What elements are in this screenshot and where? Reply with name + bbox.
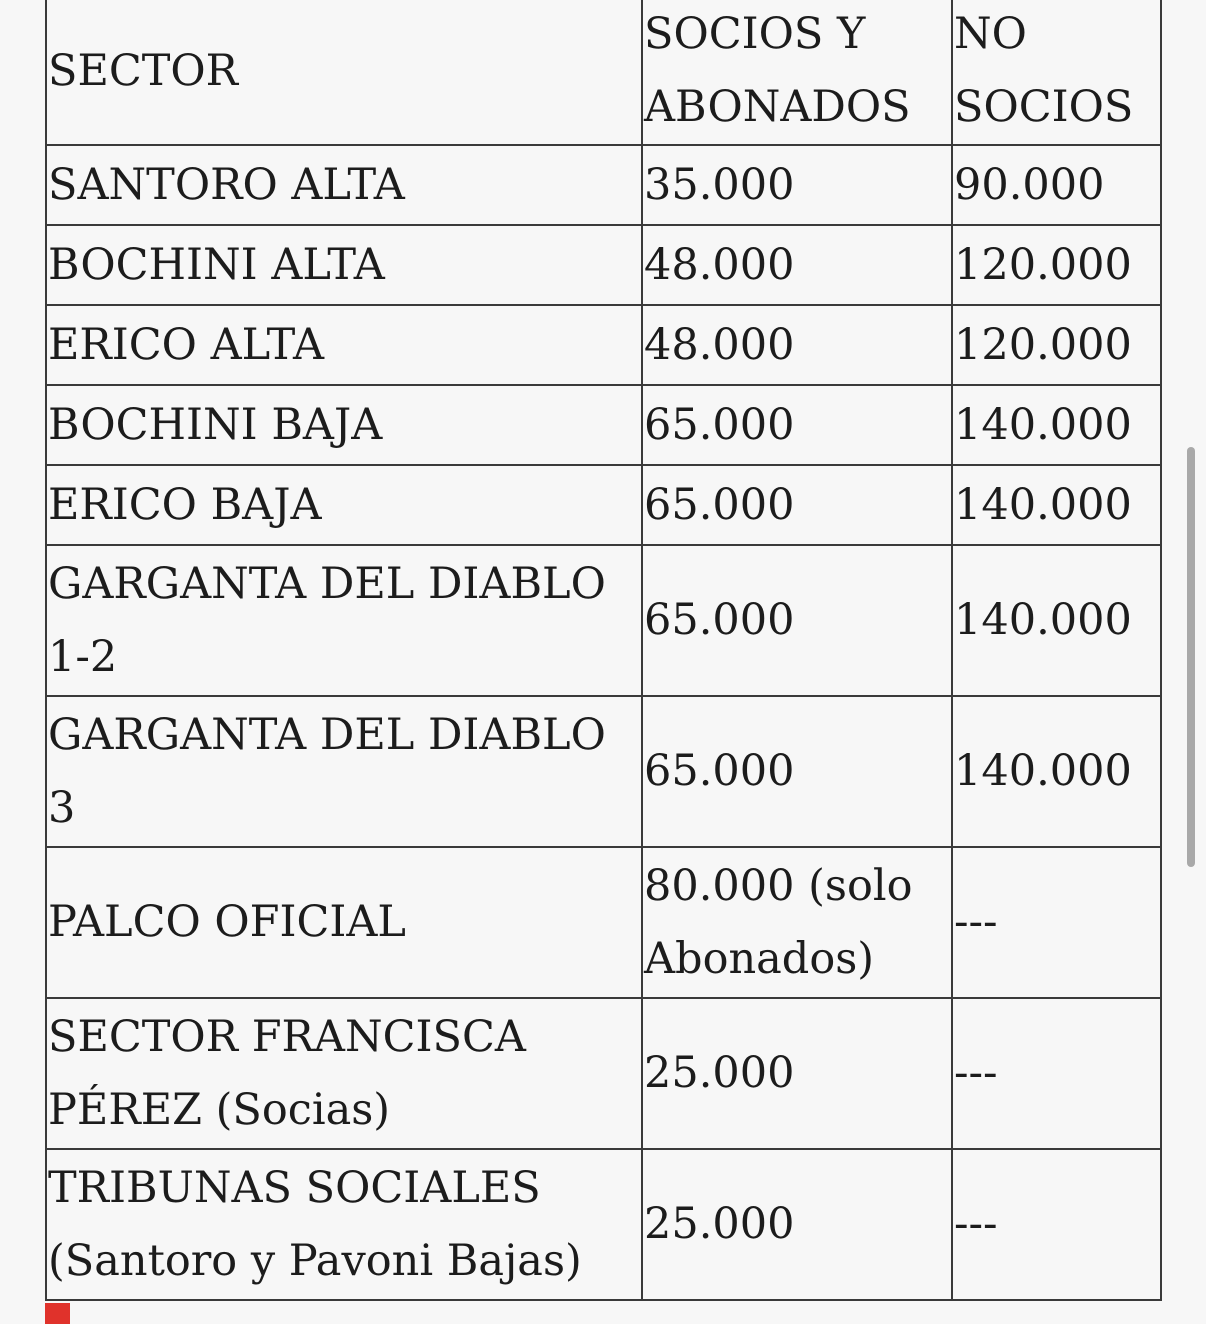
cell-socios: 65.000 [642, 465, 952, 545]
cell-socios: 80.000 (solo Abonados) [642, 847, 952, 998]
cell-socios: 35.000 [642, 145, 952, 225]
cell-sector: TRIBUNAS SOCIALES (Santoro y Pavoni Bajas) [46, 1149, 642, 1300]
vertical-scrollbar[interactable] [1187, 447, 1195, 867]
table-header-row [46, 0, 1161, 145]
table-row [46, 998, 1161, 1149]
header-no-socios: NO SOCIOS [952, 0, 1161, 145]
cell-no-socios: 140.000 [952, 696, 1161, 847]
table-row [46, 225, 1161, 305]
table-row [46, 385, 1161, 465]
table-row [46, 545, 1161, 696]
table-row [46, 696, 1161, 847]
red-accent-marker [45, 1303, 70, 1324]
table-row [46, 465, 1161, 545]
cell-sector: BOCHINI ALTA [46, 225, 642, 305]
table-row [46, 145, 1161, 225]
table-row [46, 1149, 1161, 1300]
cell-socios: 25.000 [642, 998, 952, 1149]
cell-socios: 48.000 [642, 305, 952, 385]
cell-no-socios: 140.000 [952, 545, 1161, 696]
cell-no-socios: 120.000 [952, 305, 1161, 385]
cell-no-socios: 140.000 [952, 385, 1161, 465]
cell-sector: GARGANTA DEL DIABLO 3 [46, 696, 642, 847]
cell-no-socios: --- [952, 1149, 1161, 1300]
cell-no-socios: --- [952, 998, 1161, 1149]
cell-no-socios: 140.000 [952, 465, 1161, 545]
ticket-price-table [45, 0, 1162, 1301]
cell-no-socios: --- [952, 847, 1161, 998]
header-socios-abonados: SOCIOS Y ABONADOS [642, 0, 952, 145]
cell-socios: 48.000 [642, 225, 952, 305]
header-sector: SECTOR [46, 0, 642, 145]
cell-no-socios: 120.000 [952, 225, 1161, 305]
cell-sector: ERICO ALTA [46, 305, 642, 385]
cell-sector: SECTOR FRANCISCA PÉREZ (Socias) [46, 998, 642, 1149]
table-row [46, 305, 1161, 385]
cell-sector: BOCHINI BAJA [46, 385, 642, 465]
cell-socios: 65.000 [642, 696, 952, 847]
cell-socios: 65.000 [642, 545, 952, 696]
table-row [46, 847, 1161, 998]
cell-sector: SANTORO ALTA [46, 145, 642, 225]
cell-no-socios: 90.000 [952, 145, 1161, 225]
cell-socios: 25.000 [642, 1149, 952, 1300]
cell-sector: GARGANTA DEL DIABLO 1-2 [46, 545, 642, 696]
cell-sector: PALCO OFICIAL [46, 847, 642, 998]
cell-socios: 65.000 [642, 385, 952, 465]
cell-sector: ERICO BAJA [46, 465, 642, 545]
